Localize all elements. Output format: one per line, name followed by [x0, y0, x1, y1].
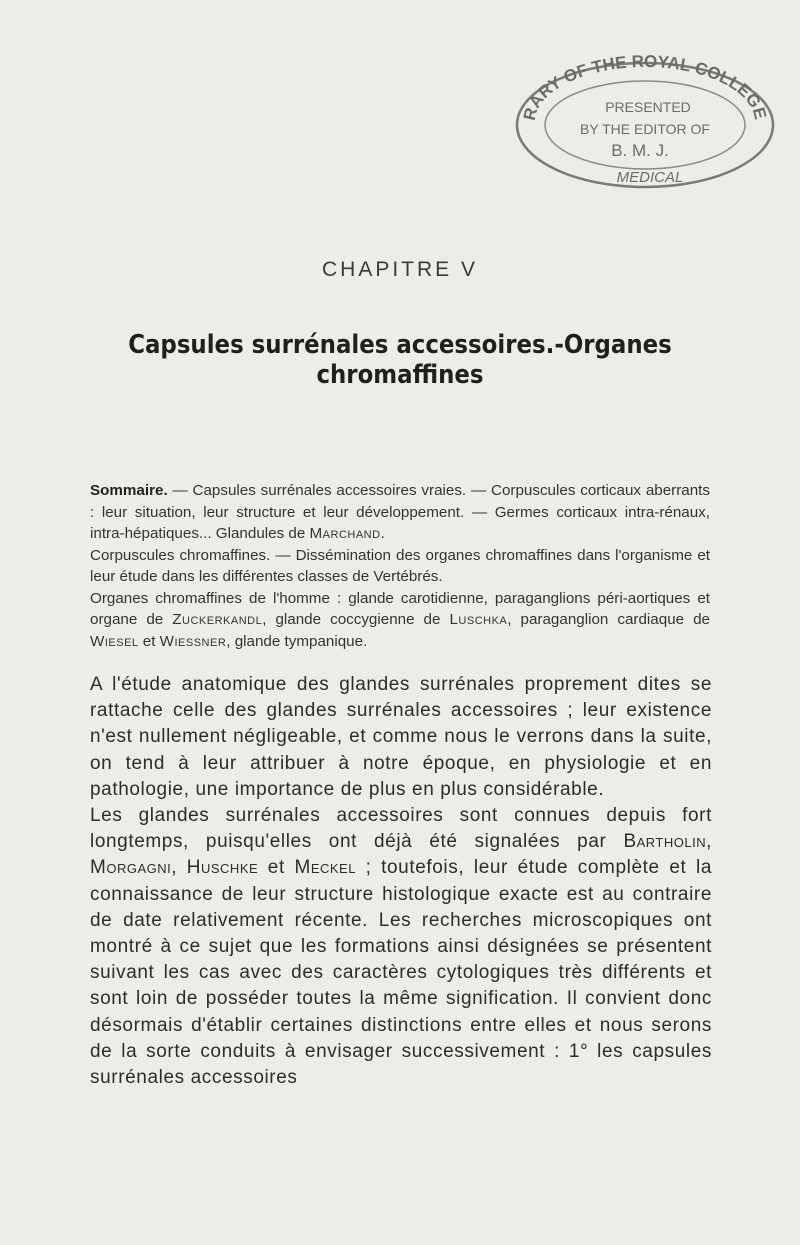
author-name: Wiesel	[90, 632, 139, 650]
body-text-2b: ; toutefois, leur étude complète et la connaissance de leur structure histologique exacte est au contraire de date relativement récente. Les recherches microscopiques ont montré à ce sujet que les formations ainsi désignées se présentent suivant les cas avec des caractères cytologiques très différents et sont loin de posséder toutes la même signification. Il convient donc désormais d'établir certaines distinctions entre elles et nous serons de la sorte conduits à envisager successivement : 1° les capsules surrénales accessoires	[90, 857, 712, 1089]
author-name: Luschka	[449, 611, 508, 628]
body-text	[90, 672, 712, 1091]
summary-text-3e: , glande tympanique.	[226, 632, 368, 650]
chapter-heading: CHAPITRE V	[321, 258, 479, 281]
summary-text-3d: et	[138, 632, 160, 650]
body-paragraph-1: A l'étude anatomique des glandes surrénales proprement dites se rattache celle des glandes surrénales accessoires ; leur existence n'est nullement négligeable, et comme nous le verrons dans la suite, on tend à leur attribuer à notre époque, en physiologie et en pathologie, une importance de plus en plus considérable.	[90, 674, 712, 800]
chapter-title: Capsules surrénales accessoires.-Organes chromaffines	[128, 330, 672, 390]
summary-block	[90, 480, 710, 652]
body-text-2a: Les glandes surrénales accessoires sont connues depuis fort longtemps, puisqu'elles ont déjà été signalées par	[90, 805, 712, 853]
stamp-graphic	[500, 50, 790, 200]
summary-text-3c: , paraganglion cardiaque de	[507, 611, 711, 628]
body-paragraph-2	[90, 803, 712, 1091]
author-name: Meckel	[294, 857, 356, 879]
library-stamp	[500, 50, 790, 200]
stamp-line-2: BY THE EDITOR OF	[580, 121, 710, 137]
stamp-line-3: B. M. J.	[611, 141, 669, 160]
author-name: Huschke	[186, 857, 259, 879]
author-name: Marchand	[309, 525, 381, 542]
summary-text-1: — Capsules surrénales accessoires vraies. — Corpuscules corticaux aberrants : leur situation, leur structure et leur développement. — Germes corticaux intra-rénaux, intra-hépatiques... Glandules de	[90, 482, 710, 542]
summary-text-3b: , glande coccygienne de	[262, 611, 450, 628]
summary-paragraph-1	[90, 480, 710, 545]
summary-paragraph-3	[90, 588, 710, 653]
author-name: Bartholin	[623, 831, 707, 853]
separator: ,	[171, 857, 187, 879]
author-name: Zuckerkandl	[172, 611, 263, 628]
stamp-line-1: PRESENTED	[605, 99, 691, 115]
author-name: Morgagni	[90, 857, 172, 879]
summary-paragraph-2: Corpuscules chromaffines. — Dissémination des organes chromaffines dans l'organisme et leur étude dans les différentes classes de Vertébrés.	[90, 546, 710, 585]
stamp-ring-text: RARY OF THE ROYAL COLLEGE	[519, 51, 771, 123]
summary-text-1-end: .	[380, 525, 385, 542]
author-name: Wiessner	[159, 632, 227, 650]
separator: ,	[706, 831, 712, 853]
separator: et	[258, 857, 295, 879]
stamp-bottom-text: MEDICAL	[616, 169, 684, 186]
summary-text-3a: Organes chromaffines de l'homme : glande carotidienne, paraganglions péri-aortiques et organe de	[90, 589, 710, 628]
summary-lead: Sommaire.	[90, 482, 168, 499]
